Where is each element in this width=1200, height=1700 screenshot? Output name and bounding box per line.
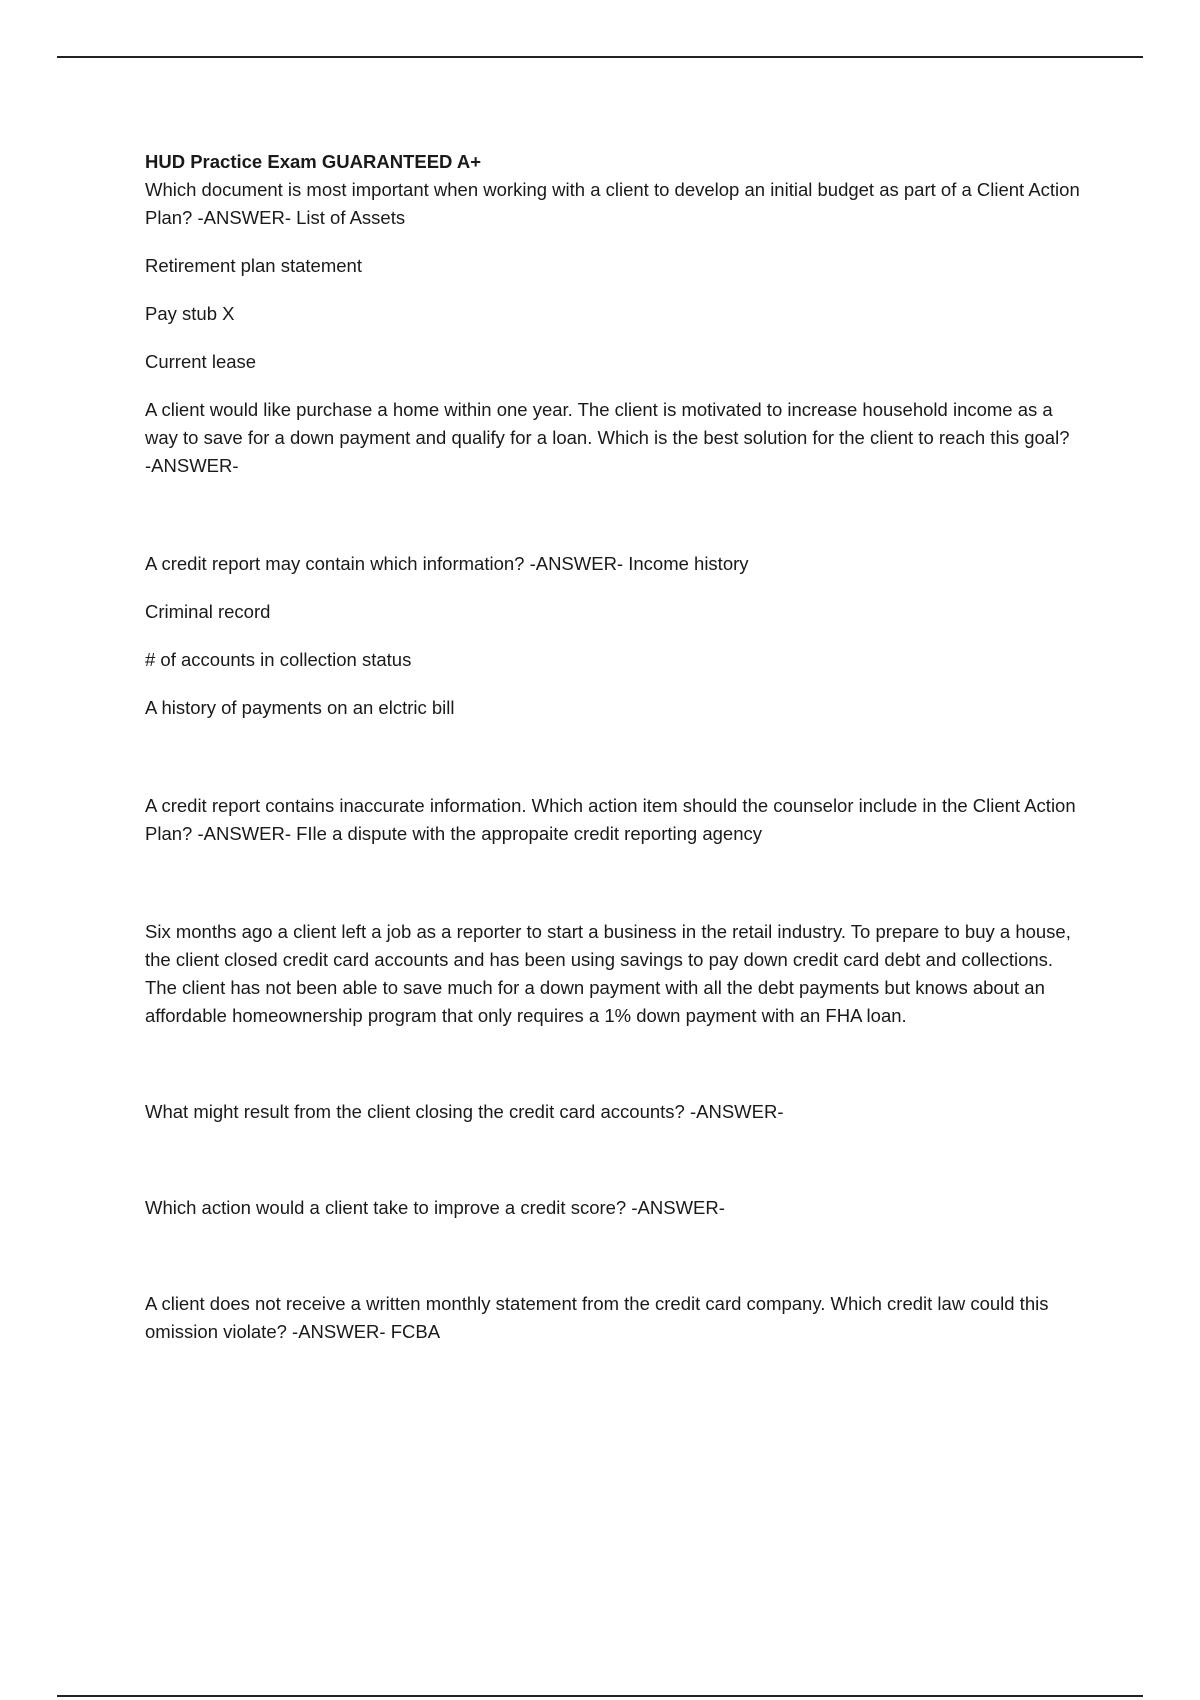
question-2: A client would like purchase a home within one year. The client is motivated to increase household income as a way to save for a down payment and qualify for a loan. Which is the best solution for the client to reach this goal? -ANSWER- (145, 399, 1070, 476)
question-3: A credit report may contain which information? -ANSWER- Income history (145, 553, 749, 574)
question-3-option-1: Criminal record (145, 601, 271, 622)
question-3-option-2: # of accounts in collection status (145, 649, 412, 670)
top-rule (57, 56, 1143, 58)
question-4: A credit report contains inaccurate information. Which action item should the counselor include in the Client Action Plan? -ANSWER- FIle a dispute with the appropaite credit reporting agency (145, 795, 1076, 844)
bottom-rule (57, 1695, 1143, 1697)
question-7: A client does not receive a written monthly statement from the credit card company. Which credit law could this omission violate? -ANSWER- FCBA (145, 1293, 1049, 1342)
question-6: Which action would a client take to improve a credit score? -ANSWER- (145, 1197, 725, 1218)
question-1-option-1: Retirement plan statement (145, 255, 362, 276)
question-1-option-3: Current lease (145, 351, 257, 372)
document-body (145, 148, 1080, 1366)
question-1: Which document is most important when working with a client to develop an initial budget as part of a Client Action Plan? -ANSWER- List of Assets (145, 179, 1080, 228)
question-5: What might result from the client closing the credit card accounts? -ANSWER- (145, 1101, 784, 1122)
question-1-option-2: Pay stub X (145, 303, 235, 324)
document-title: HUD Practice Exam GUARANTEED A+ (145, 151, 482, 172)
question-3-option-3: A history of payments on an elctric bill (145, 697, 455, 718)
scenario-paragraph: Six months ago a client left a job as a reporter to start a business in the retail industry. To prepare to buy a house, the client closed credit card accounts and has been using savings to pay down credit card debt and collections. The client has not been able to save much for a down payment with all the debt payments but knows about an affordable homeownership program that only requires a 1% down payment with an FHA loan. (145, 921, 1071, 1026)
